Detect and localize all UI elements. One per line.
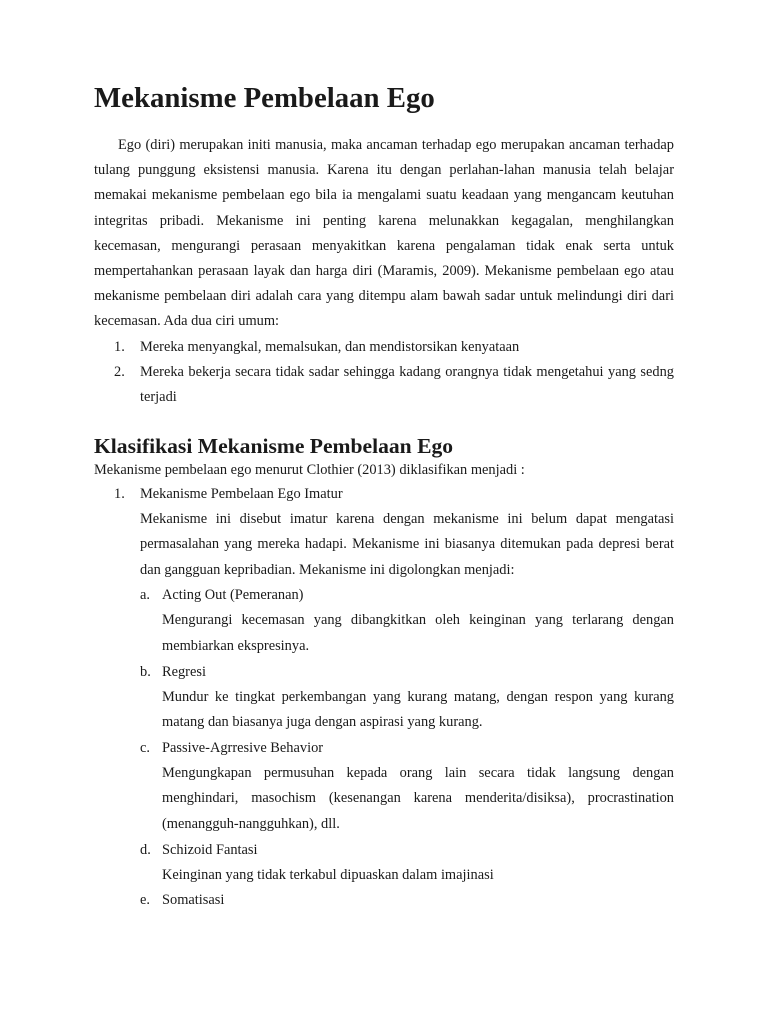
sub-list-item-desc: Keinginan yang tidak terkabul dipuaskan dalam imajinasi [162, 866, 494, 883]
sub-list-marker: b. [140, 663, 151, 680]
section-title-mekanisme: Mekanisme Pembelaan Ego [94, 82, 435, 114]
sub-list-marker: e. [140, 892, 150, 909]
intro-paragraph: Ego (diri) merupakan initi manusia, maka ancaman terhadap ego merupakan ancaman terhadap tulang punggung eksistensi manusia. Karena itu dengan perlahan-lahan manusia telah belajar memakai mekanisme pembelaan ego bila ia mengalami suatu keadaan yang mengancam keutuhan integritas pribadi. Mekanisme ini penting karena melunakkan kegagalan, menghilangkan kecemasan, mengurangi perasaan menyakitkan karena pengalaman tidak enak serta untuk mempertahankan perasaan layak dan harga diri (Maramis, 2009). Mekanisme pembelaan ego atau mekanisme pembelaan diri adalah cara yang ditempu alam bawah sadar untuk melindungi diri dari kecemasan. Ada dua ciri umum: [94, 137, 674, 330]
spacer [94, 410, 674, 434]
sub-list-marker: c. [140, 739, 150, 756]
sub-list-item [140, 888, 674, 913]
list-item [94, 360, 674, 410]
sub-list-item-desc: Mengurangi kecemasan yang dibangkitkan oleh keinginan yang terlarang dengan membiarkan ekspresinya. [162, 612, 674, 654]
sub-list-marker: d. [140, 841, 151, 858]
sub-list-item-title: Acting Out (Pemeranan) [162, 587, 304, 604]
sub-list-item-title: Schizoid Fantasi [162, 841, 258, 858]
section-title-klasifikasi: Klasifikasi Mekanisme Pembelaan Ego [94, 433, 454, 458]
list-marker: 1. [114, 338, 125, 355]
sub-list-item [140, 660, 674, 736]
sub-list-marker: a. [140, 587, 150, 604]
sub-list-item-title: Passive-Agrresive Behavior [162, 739, 324, 756]
document-page [94, 82, 674, 913]
ciri-umum-list [94, 335, 674, 410]
sub-list-item-title: Somatisasi [162, 892, 225, 909]
list-item-title: Mekanisme Pembelaan Ego Imatur [140, 485, 343, 502]
sub-list-item-title: Regresi [162, 663, 206, 680]
list-item-text: Mereka bekerja secara tidak sadar sehingga kadang orangnya tidak mengetahui yang sedng terjadi [140, 363, 674, 405]
sub-list [140, 583, 674, 913]
klasifikasi-intro: Mekanisme pembelaan ego menurut Clothier (2013) diklasifikan menjadi : [94, 461, 525, 478]
klasifikasi-list [94, 482, 674, 914]
sub-list-item [140, 583, 674, 659]
list-marker: 2. [114, 363, 125, 380]
list-item-body: Mekanisme ini disebut imatur karena dengan mekanisme ini belum dapat mengatasi permasalahan yang mereka hadapi. Mekanisme ini biasanya ditemukan pada depresi berat dan gangguan kepribadian. Mekanisme ini digolongkan menjadi: [140, 510, 674, 578]
list-item [94, 482, 674, 914]
list-item [94, 335, 674, 360]
sub-list-item [140, 838, 674, 889]
sub-list-item-desc: Mengungkapan permusuhan kepada orang lain secara tidak langsung dengan menghindari, masochism (kesenangan karena menderita/disiksa), procrastination (menangguh-nangguhkan), dll. [162, 764, 674, 832]
list-marker: 1. [114, 485, 125, 502]
list-item-text: Mereka menyangkal, memalsukan, dan mendistorsikan kenyataan [140, 338, 520, 355]
sub-list-item-desc: Mundur ke tingkat perkembangan yang kurang matang, dengan respon yang kurang matang dan biasanya juga dengan aspirasi yang kurang. [162, 688, 674, 731]
sub-list-item [140, 736, 674, 838]
